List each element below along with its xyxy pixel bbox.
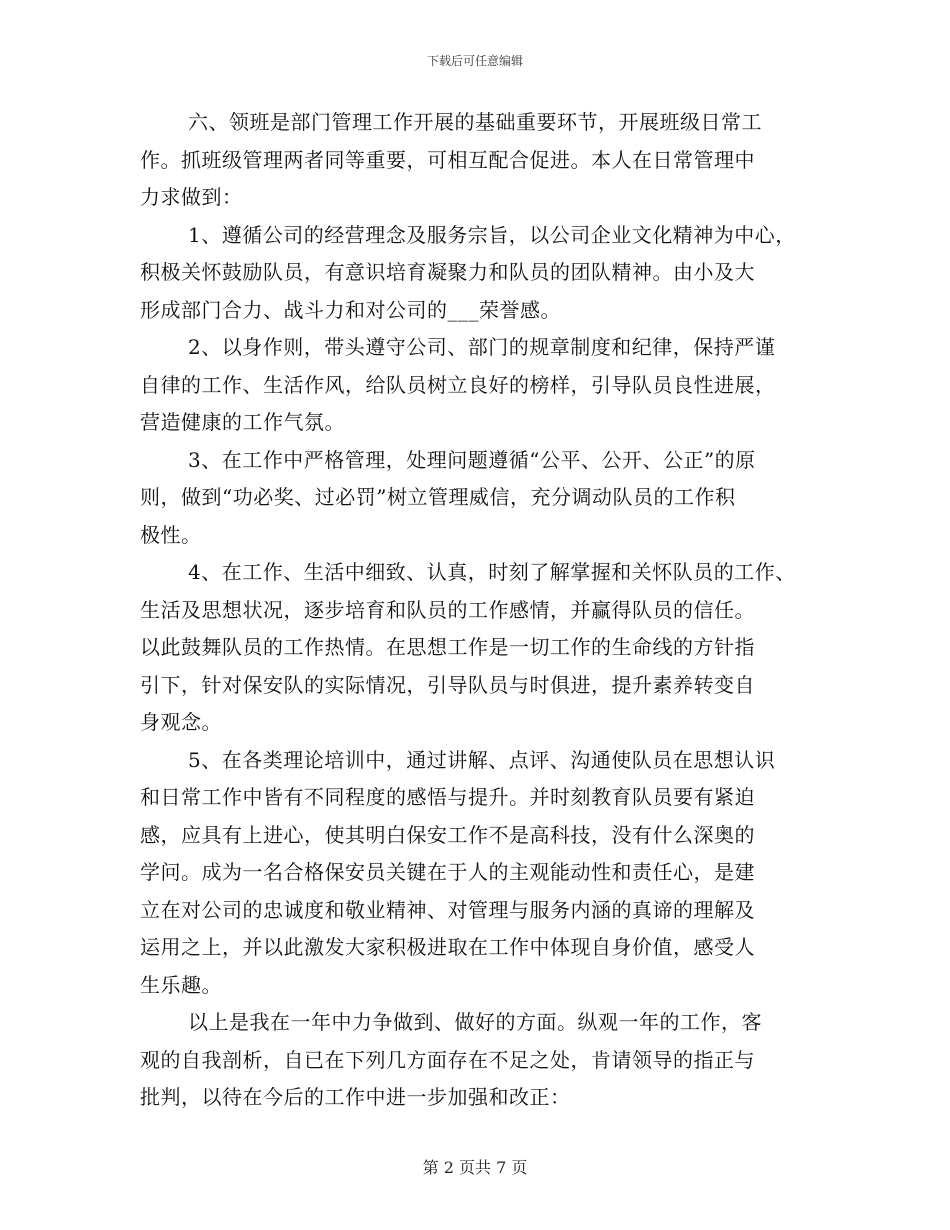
text-line: 和日常工作中皆有不同程度的感悟与提升。并时刻教育队员要有紧迫 (140, 785, 755, 809)
text-line: 学问。成为一名合格保安员关键在于人的主观能动性和责任心，是建 (140, 860, 755, 884)
text-line: 5、在各类理论培训中，通过讲解、点评、沟通使队员在思想认识 (188, 747, 776, 772)
text-line: 力求做到： (140, 185, 243, 209)
text-line: 批判，以待在今后的工作中进一步加强和改正： (140, 1085, 571, 1109)
text-line: 3、在工作中严格管理，处理问题遵循“公平、公开、公正”的原 (188, 447, 756, 472)
text-line: 则，做到“功必奖、过必罚”树立管理威信，充分调动队员的工作积 (140, 485, 736, 509)
text-line: 六、领班是部门管理工作开展的基础重要环节，开展班级日常工 (188, 110, 762, 134)
text-line: 营造健康的工作气氛。 (140, 410, 345, 434)
page-footer: 第 2 页共 7 页 (422, 1158, 528, 1177)
text-line: 以上是我在一年中力争做到、做好的方面。纵观一年的工作，客 (188, 1010, 762, 1034)
text-line: 观的自我剖析，自已在下列几方面存在不足之处，肯请领导的指正与 (140, 1047, 755, 1072)
text-line: 极性。 (140, 522, 202, 547)
text-line: 形成部门合力、战斗力和对公司的___荣誉感。 (140, 297, 561, 322)
text-line: 作。抓班级管理两者同等重要，可相互配合促进。本人在日常管理中 (140, 147, 755, 172)
text-line: 感，应具有上进心，使其明白保安工作不是高科技，没有什么深奥的 (140, 822, 755, 847)
text-line: 身观念。 (140, 710, 222, 734)
document-body (140, 104, 820, 1117)
text-line: 自律的工作、生活作风，给队员树立良好的榜样，引导队员良性进展， (140, 372, 776, 397)
text-line: 立在对公司的忠诚度和敬业精神、对管理与服务内涵的真谛的理解及 (140, 897, 755, 922)
text-line: 引下，针对保安队的实际情况，引导队员与时俱进，提升素养转变自 (140, 672, 755, 697)
text-line: 生乐趣。 (140, 972, 222, 997)
page-header: 下载后可任意编辑 (426, 54, 523, 68)
text-line: 4、在工作、生活中细致、认真，时刻了解掌握和关怀队员的工作、 (188, 560, 796, 584)
text-line: 积极关怀鼓励队员，有意识培育凝聚力和队员的团队精神。由小及大 (140, 260, 755, 284)
text-line: 以此鼓舞队员的工作热情。在思想工作是一切工作的生命线的方针指 (140, 635, 755, 659)
text-line: 1、遵循公司的经营理念及服务宗旨，以公司企业文化精神为中心， (188, 222, 796, 247)
text-line: 2、以身作则，带头遵守公司、部门的规章制度和纪律，保持严谨 (188, 335, 776, 359)
text-line: 生活及思想状况，逐步培育和队员的工作感情，并赢得队员的信任。 (140, 597, 755, 622)
text-line: 运用之上，并以此激发大家积极进取在工作中体现自身价值，感受人 (140, 935, 755, 959)
